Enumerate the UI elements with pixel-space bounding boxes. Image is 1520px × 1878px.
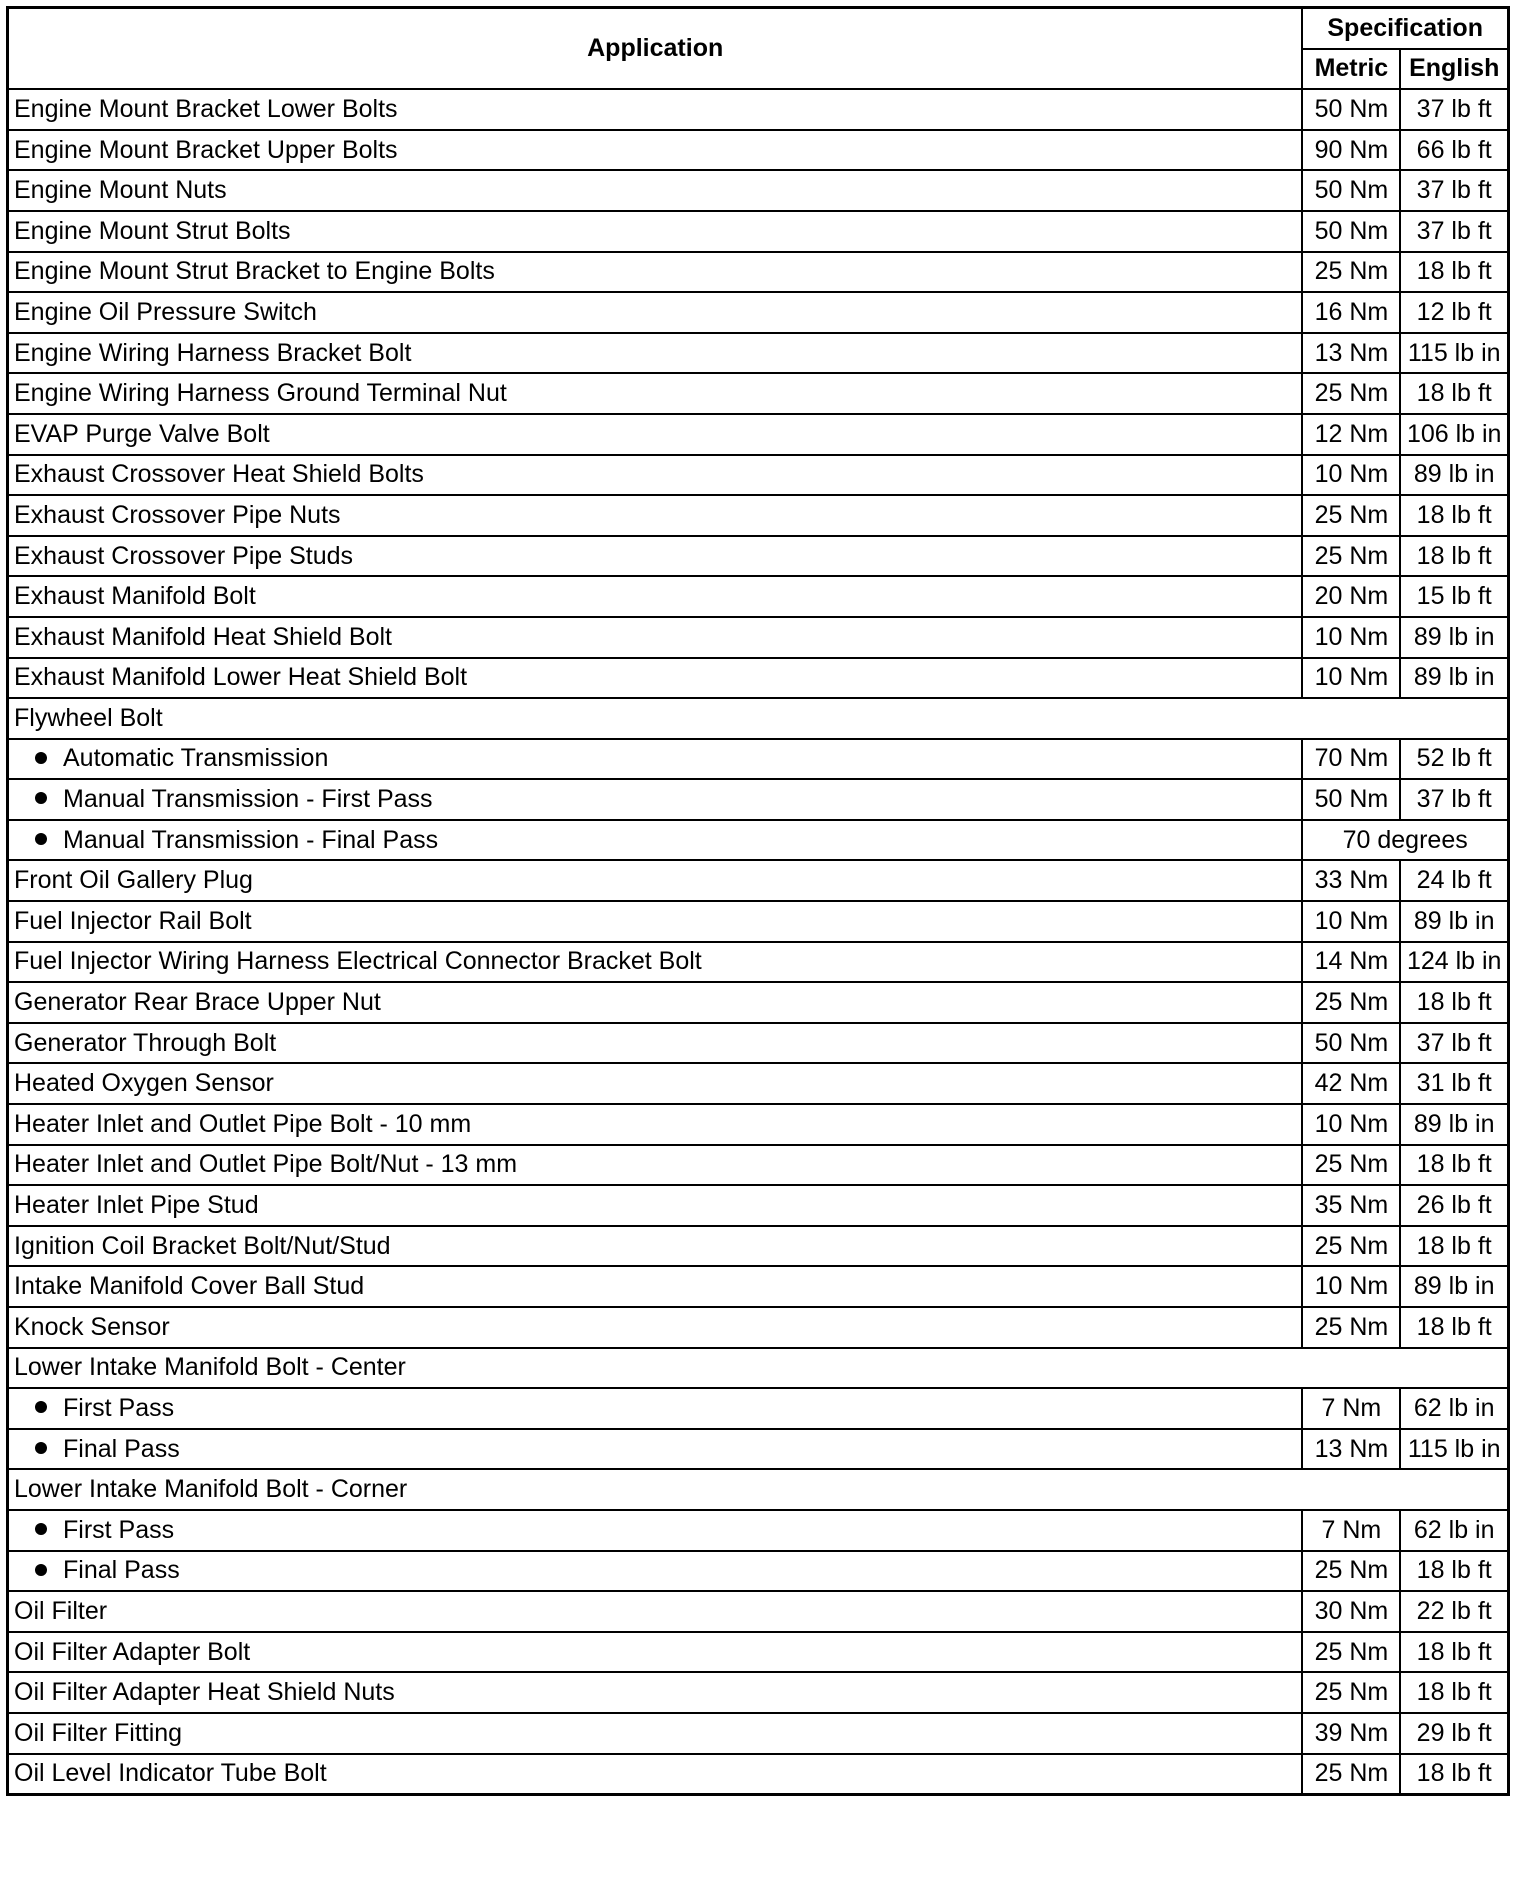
english-cell: 89 lb in xyxy=(1400,1104,1508,1145)
application-cell xyxy=(8,333,1303,374)
english-cell: 18 lb ft xyxy=(1400,1672,1508,1713)
english-cell: 18 lb ft xyxy=(1400,1226,1508,1267)
metric-cell: 25 Nm xyxy=(1302,1672,1400,1713)
application-cell xyxy=(8,1632,1303,1673)
application-cell xyxy=(8,1713,1303,1754)
header-row-top xyxy=(8,8,1509,49)
application-cell xyxy=(8,982,1303,1023)
metric-cell: 10 Nm xyxy=(1302,901,1400,942)
table-row xyxy=(8,1063,1509,1104)
table-row xyxy=(8,860,1509,901)
table-row xyxy=(8,414,1509,455)
application-label: Oil Filter Adapter Heat Shield Nuts xyxy=(14,1678,395,1707)
english-cell: 62 lb in xyxy=(1400,1510,1508,1551)
metric-cell: 50 Nm xyxy=(1302,1023,1400,1064)
table-row xyxy=(8,658,1509,699)
english-cell: 24 lb ft xyxy=(1400,860,1508,901)
metric-cell: 25 Nm xyxy=(1302,1754,1400,1795)
application-label: Final Pass xyxy=(63,1434,180,1463)
application-cell xyxy=(8,1754,1303,1795)
application-label: Heated Oxygen Sensor xyxy=(14,1069,274,1098)
metric-cell: 50 Nm xyxy=(1302,89,1400,130)
application-label: Exhaust Manifold Heat Shield Bolt xyxy=(14,622,392,651)
table-row xyxy=(8,373,1509,414)
table-row xyxy=(8,617,1509,658)
application-cell xyxy=(8,576,1303,617)
application-label: Heater Inlet and Outlet Pipe Bolt - 10 mm xyxy=(14,1109,472,1138)
application-cell xyxy=(8,130,1303,171)
application-label: Generator Through Bolt xyxy=(14,1028,277,1057)
application-cell xyxy=(8,698,1509,739)
english-cell: 18 lb ft xyxy=(1400,1307,1508,1348)
table-row xyxy=(8,170,1509,211)
metric-cell: 25 Nm xyxy=(1302,1145,1400,1186)
english-cell: 124 lb in xyxy=(1400,942,1508,983)
application-cell xyxy=(8,1023,1303,1064)
application-cell xyxy=(8,942,1303,983)
application-label: Intake Manifold Cover Ball Stud xyxy=(14,1272,365,1301)
application-label: Flywheel Bolt xyxy=(14,703,163,732)
metric-cell: 25 Nm xyxy=(1302,373,1400,414)
application-cell xyxy=(8,1429,1303,1470)
metric-cell: 10 Nm xyxy=(1302,1266,1400,1307)
torque-spec-table xyxy=(6,6,1510,1796)
application-label: Ignition Coil Bracket Bolt/Nut/Stud xyxy=(14,1231,391,1260)
metric-cell: 20 Nm xyxy=(1302,576,1400,617)
metric-cell: 16 Nm xyxy=(1302,292,1400,333)
table-row xyxy=(8,495,1509,536)
english-cell: 89 lb in xyxy=(1400,1266,1508,1307)
bullet-icon xyxy=(35,792,47,804)
table-row xyxy=(8,1591,1509,1632)
application-label: Engine Wiring Harness Bracket Bolt xyxy=(14,338,412,367)
table-row xyxy=(8,252,1509,293)
table-body xyxy=(8,89,1509,1794)
english-cell: 66 lb ft xyxy=(1400,130,1508,171)
bullet-icon xyxy=(35,833,47,845)
application-label: Oil Filter Fitting xyxy=(14,1718,183,1747)
table-row xyxy=(8,1307,1509,1348)
table-row xyxy=(8,576,1509,617)
application-label: Exhaust Crossover Pipe Nuts xyxy=(14,500,341,529)
english-cell: 26 lb ft xyxy=(1400,1185,1508,1226)
table-row xyxy=(8,1104,1509,1145)
english-cell: 89 lb in xyxy=(1400,455,1508,496)
table-row xyxy=(8,1713,1509,1754)
application-label: Exhaust Manifold Bolt xyxy=(14,582,256,611)
application-cell xyxy=(8,739,1303,780)
table-row xyxy=(8,211,1509,252)
table-group-row xyxy=(8,698,1509,739)
application-cell xyxy=(8,170,1303,211)
english-cell: 37 lb ft xyxy=(1400,170,1508,211)
table-row xyxy=(8,1551,1509,1592)
metric-cell: 39 Nm xyxy=(1302,1713,1400,1754)
table-row xyxy=(8,130,1509,171)
application-cell xyxy=(8,455,1303,496)
application-label: Oil Filter Adapter Bolt xyxy=(14,1637,251,1666)
application-label: Front Oil Gallery Plug xyxy=(14,866,253,895)
application-label: Fuel Injector Wiring Harness Electrical Connector Bracket Bolt xyxy=(14,947,702,976)
table-row xyxy=(8,982,1509,1023)
metric-cell: 25 Nm xyxy=(1302,252,1400,293)
application-cell xyxy=(8,1104,1303,1145)
metric-cell: 10 Nm xyxy=(1302,455,1400,496)
application-cell xyxy=(8,211,1303,252)
table-group-row xyxy=(8,1469,1509,1510)
application-cell xyxy=(8,1266,1303,1307)
english-cell: 18 lb ft xyxy=(1400,1551,1508,1592)
application-label: Automatic Transmission xyxy=(63,744,329,773)
specification-header: Specification xyxy=(1302,8,1508,49)
english-cell: 115 lb in xyxy=(1400,1429,1508,1470)
metric-cell: 14 Nm xyxy=(1302,942,1400,983)
english-cell: 18 lb ft xyxy=(1400,1754,1508,1795)
application-label: Lower Intake Manifold Bolt - Corner xyxy=(14,1475,408,1504)
table-row xyxy=(8,942,1509,983)
english-cell: 18 lb ft xyxy=(1400,252,1508,293)
application-cell xyxy=(8,1307,1303,1348)
bullet-icon xyxy=(35,1442,47,1454)
metric-cell: 30 Nm xyxy=(1302,1591,1400,1632)
metric-cell: 25 Nm xyxy=(1302,495,1400,536)
english-cell: 37 lb ft xyxy=(1400,89,1508,130)
table-row xyxy=(8,1632,1509,1673)
application-cell xyxy=(8,373,1303,414)
combined-spec-cell: 70 degrees xyxy=(1302,820,1508,861)
application-cell xyxy=(8,1226,1303,1267)
metric-cell: 12 Nm xyxy=(1302,414,1400,455)
application-label: Lower Intake Manifold Bolt - Center xyxy=(14,1353,406,1382)
metric-cell: 25 Nm xyxy=(1302,536,1400,577)
application-cell xyxy=(8,536,1303,577)
metric-cell: 50 Nm xyxy=(1302,170,1400,211)
metric-cell: 70 Nm xyxy=(1302,739,1400,780)
application-label: Exhaust Crossover Heat Shield Bolts xyxy=(14,460,424,489)
application-cell xyxy=(8,1591,1303,1632)
english-cell: 22 lb ft xyxy=(1400,1591,1508,1632)
english-cell: 89 lb in xyxy=(1400,658,1508,699)
application-cell xyxy=(8,1388,1303,1429)
table-row xyxy=(8,1429,1509,1470)
english-cell: 15 lb ft xyxy=(1400,576,1508,617)
table-row xyxy=(8,1023,1509,1064)
table-row xyxy=(8,89,1509,130)
application-label: Engine Mount Strut Bracket to Engine Bolts xyxy=(14,257,495,286)
metric-cell: 50 Nm xyxy=(1302,779,1400,820)
english-cell: 12 lb ft xyxy=(1400,292,1508,333)
metric-cell: 13 Nm xyxy=(1302,1429,1400,1470)
bullet-icon xyxy=(35,1564,47,1576)
table-row xyxy=(8,1266,1509,1307)
application-label: Engine Mount Nuts xyxy=(14,176,227,205)
application-label: First Pass xyxy=(63,1393,175,1422)
application-header: Application xyxy=(8,8,1303,90)
application-label: Manual Transmission - First Pass xyxy=(63,785,433,814)
metric-cell: 50 Nm xyxy=(1302,211,1400,252)
application-cell xyxy=(8,1551,1303,1592)
english-cell: 37 lb ft xyxy=(1400,211,1508,252)
english-cell: 106 lb in xyxy=(1400,414,1508,455)
application-label: Exhaust Crossover Pipe Studs xyxy=(14,541,354,570)
table-row xyxy=(8,1185,1509,1226)
table-row xyxy=(8,1510,1509,1551)
metric-cell: 10 Nm xyxy=(1302,617,1400,658)
application-label: Heater Inlet and Outlet Pipe Bolt/Nut - 13 mm xyxy=(14,1150,518,1179)
application-label: Manual Transmission - Final Pass xyxy=(63,825,439,854)
table-row xyxy=(8,820,1509,861)
table-row xyxy=(8,1754,1509,1795)
application-label: Generator Rear Brace Upper Nut xyxy=(14,988,381,1017)
application-cell xyxy=(8,252,1303,293)
application-cell xyxy=(8,1063,1303,1104)
metric-header: Metric xyxy=(1302,49,1400,90)
metric-cell: 25 Nm xyxy=(1302,982,1400,1023)
english-cell: 115 lb in xyxy=(1400,333,1508,374)
english-cell: 18 lb ft xyxy=(1400,1145,1508,1186)
english-cell: 89 lb in xyxy=(1400,617,1508,658)
english-cell: 18 lb ft xyxy=(1400,982,1508,1023)
metric-cell: 25 Nm xyxy=(1302,1226,1400,1267)
application-label: Fuel Injector Rail Bolt xyxy=(14,906,252,935)
table-row xyxy=(8,292,1509,333)
application-label: Engine Oil Pressure Switch xyxy=(14,297,317,326)
table-row xyxy=(8,1145,1509,1186)
table-row xyxy=(8,1388,1509,1429)
english-cell: 52 lb ft xyxy=(1400,739,1508,780)
application-cell xyxy=(8,779,1303,820)
bullet-icon xyxy=(35,752,47,764)
metric-cell: 25 Nm xyxy=(1302,1307,1400,1348)
application-label: Engine Wiring Harness Ground Terminal Nut xyxy=(14,379,507,408)
application-label: Oil Filter xyxy=(14,1596,108,1625)
application-cell xyxy=(8,820,1303,861)
table-row xyxy=(8,739,1509,780)
metric-cell: 13 Nm xyxy=(1302,333,1400,374)
table-row xyxy=(8,536,1509,577)
application-cell xyxy=(8,1348,1509,1389)
application-label: Engine Mount Strut Bolts xyxy=(14,216,291,245)
english-cell: 29 lb ft xyxy=(1400,1713,1508,1754)
english-cell: 18 lb ft xyxy=(1400,373,1508,414)
english-cell: 37 lb ft xyxy=(1400,779,1508,820)
bullet-icon xyxy=(35,1401,47,1413)
application-cell xyxy=(8,658,1303,699)
application-label: Final Pass xyxy=(63,1556,180,1585)
table-row xyxy=(8,1672,1509,1713)
english-cell: 18 lb ft xyxy=(1400,536,1508,577)
table-row xyxy=(8,1226,1509,1267)
metric-cell: 35 Nm xyxy=(1302,1185,1400,1226)
metric-cell: 33 Nm xyxy=(1302,860,1400,901)
metric-cell: 42 Nm xyxy=(1302,1063,1400,1104)
application-label: Heater Inlet Pipe Stud xyxy=(14,1191,259,1220)
bullet-icon xyxy=(35,1523,47,1535)
english-cell: 18 lb ft xyxy=(1400,495,1508,536)
application-cell xyxy=(8,901,1303,942)
application-cell xyxy=(8,617,1303,658)
application-cell xyxy=(8,495,1303,536)
metric-cell: 25 Nm xyxy=(1302,1551,1400,1592)
table-group-row xyxy=(8,1348,1509,1389)
english-header: English xyxy=(1400,49,1508,90)
application-cell xyxy=(8,1145,1303,1186)
english-cell: 62 lb in xyxy=(1400,1388,1508,1429)
english-cell: 37 lb ft xyxy=(1400,1023,1508,1064)
application-cell xyxy=(8,1510,1303,1551)
application-label: Engine Mount Bracket Upper Bolts xyxy=(14,135,398,164)
table-row xyxy=(8,455,1509,496)
metric-cell: 25 Nm xyxy=(1302,1632,1400,1673)
metric-cell: 10 Nm xyxy=(1302,658,1400,699)
application-cell xyxy=(8,860,1303,901)
english-cell: 31 lb ft xyxy=(1400,1063,1508,1104)
metric-cell: 10 Nm xyxy=(1302,1104,1400,1145)
metric-cell: 90 Nm xyxy=(1302,130,1400,171)
application-label: EVAP Purge Valve Bolt xyxy=(14,419,270,448)
application-cell xyxy=(8,1672,1303,1713)
table-row xyxy=(8,333,1509,374)
application-cell xyxy=(8,414,1303,455)
table-row xyxy=(8,901,1509,942)
application-cell xyxy=(8,292,1303,333)
application-cell xyxy=(8,1469,1509,1510)
application-label: Exhaust Manifold Lower Heat Shield Bolt xyxy=(14,663,468,692)
metric-cell: 7 Nm xyxy=(1302,1388,1400,1429)
metric-cell: 7 Nm xyxy=(1302,1510,1400,1551)
table-row xyxy=(8,779,1509,820)
application-cell xyxy=(8,89,1303,130)
application-label: Oil Level Indicator Tube Bolt xyxy=(14,1759,327,1788)
application-cell xyxy=(8,1185,1303,1226)
application-label: Engine Mount Bracket Lower Bolts xyxy=(14,94,398,123)
application-label: First Pass xyxy=(63,1515,175,1544)
application-label: Knock Sensor xyxy=(14,1312,170,1341)
english-cell: 18 lb ft xyxy=(1400,1632,1508,1673)
english-cell: 89 lb in xyxy=(1400,901,1508,942)
